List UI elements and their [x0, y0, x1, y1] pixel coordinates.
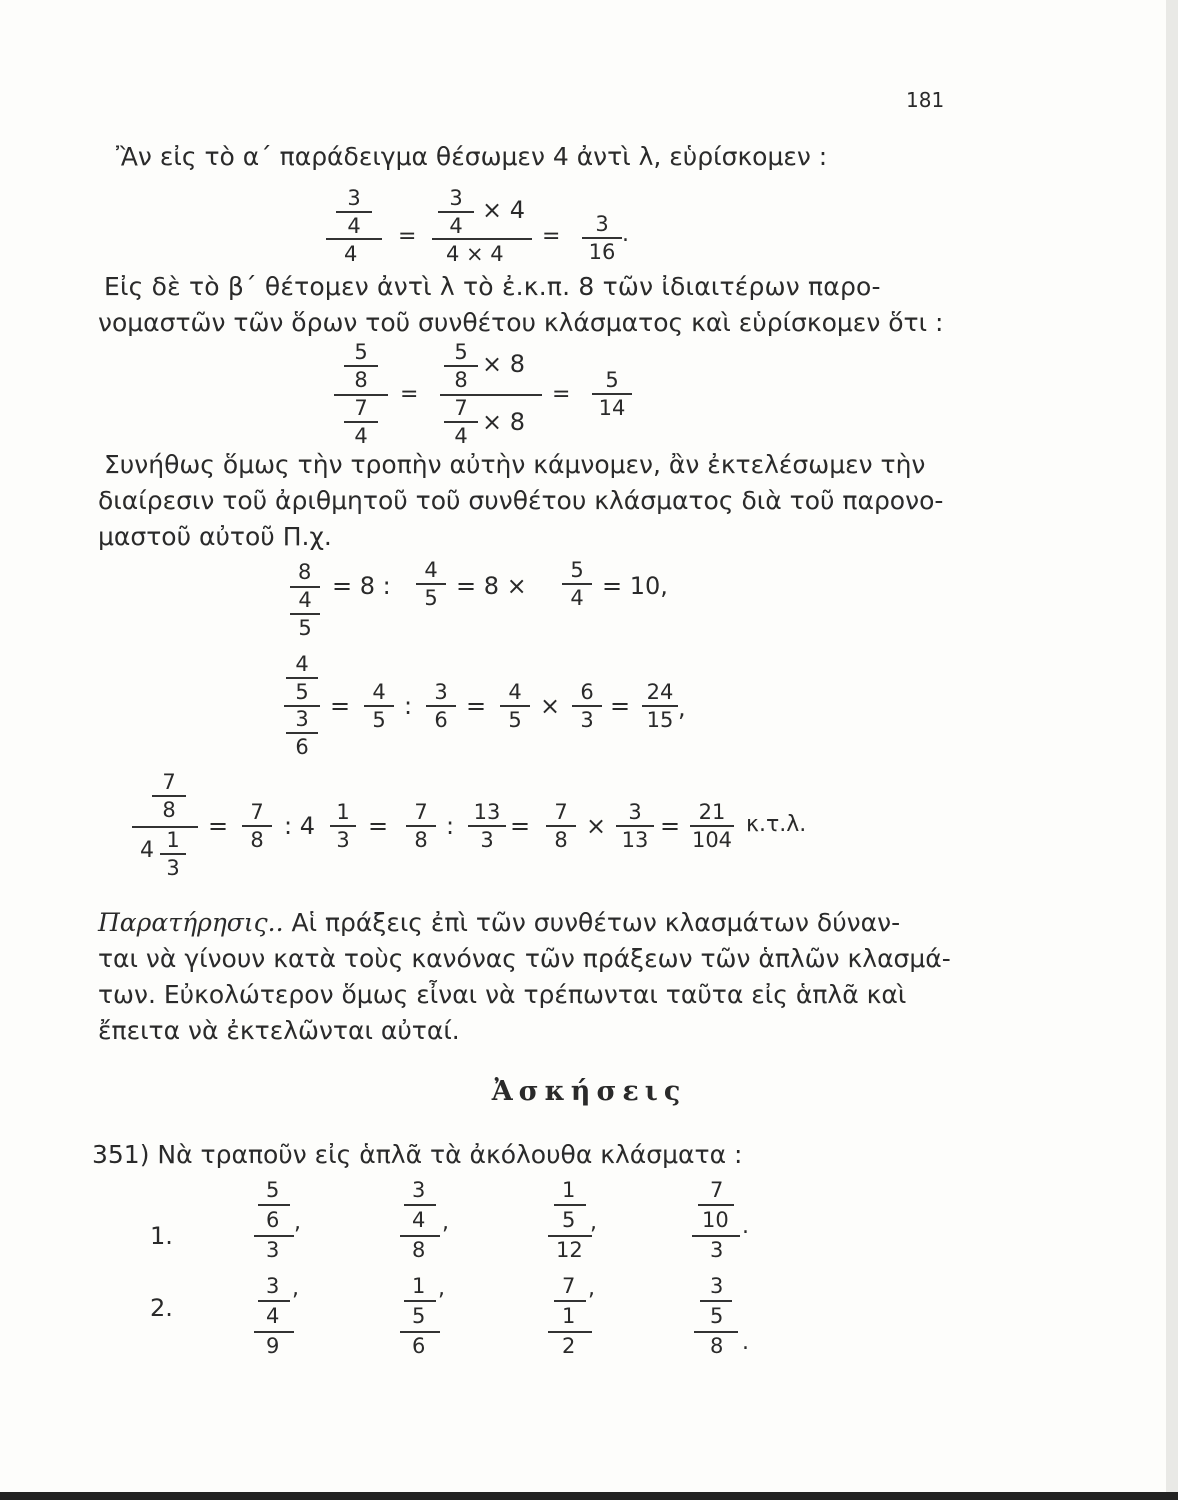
eq4-equals-3: =	[610, 692, 631, 720]
eq2-equals-1: =	[400, 382, 419, 407]
eq2-top-fraction-b: 5 8	[444, 340, 478, 392]
eq4-top-fraction: 4 5	[286, 652, 318, 704]
eq5-fraction-3: 7 8	[406, 800, 436, 852]
eq1-result: 3 16	[582, 212, 622, 264]
page-number: 181	[906, 88, 945, 112]
remark-line-1	[98, 908, 900, 937]
paragraph-3-line-2: διαίρεσιν τοῦ ἀριθμητοῦ τοῦ συνθέτου κλάσματος διὰ τοῦ παρονο-	[98, 486, 944, 515]
eq3-denominator-fraction: 4 5	[290, 588, 320, 640]
eq4-equals-1: =	[330, 692, 351, 720]
eq4-equals-2: =	[466, 692, 487, 720]
exercise-351-title: 351) Νὰ τραποῦν εἰς ἁπλᾶ τὰ ἀκόλουθα κλάσματα :	[92, 1140, 743, 1169]
eq5-colon: :	[446, 812, 455, 840]
eq5-fraction-5: 7 8	[546, 800, 576, 852]
eq3-part-3: = 10,	[602, 572, 668, 600]
eq5-fraction-4: 13 3	[468, 800, 506, 852]
eq1-inner-fraction-b: 3 4	[438, 186, 474, 238]
paragraph-2-line-2: νομαστῶν τῶν ὅρων τοῦ συνθέτου κλάσματος καὶ εὑρίσκομεν ὅτι :	[98, 308, 944, 337]
eq5-equals-2: =	[368, 812, 389, 840]
eq4-result: 24 15	[642, 680, 678, 732]
eq5-times: ×	[586, 812, 607, 840]
eq5-equals-3: =	[510, 812, 531, 840]
remark-line-3: των. Εὐκολώτερον ὅμως εἶναι νὰ τρέπωνται ταῦτα εἰς ἁπλᾶ καὶ	[98, 980, 907, 1009]
eq5-fraction-6: 3 13	[616, 800, 654, 852]
paragraph-1: Ἂν εἰς τὸ α΄ παράδειγμα θέσωμεν 4 ἀντὶ λ, εὑρίσκομεν :	[116, 142, 828, 171]
eq2-result: 5 14	[592, 368, 632, 420]
eq5-result: 21 104	[691, 800, 733, 852]
eq3-fraction-2: 5 4	[562, 558, 592, 610]
page: 181 Ἂν εἰς τὸ α΄ παράδειγμα θέσωμεν 4 ἀντὶ λ, εὑρίσκομεν : 3 4 4 = 3 4 × 4 4 × 4 = 3 16 . Εἰς δὲ τὸ β΄ θέτομεν ἀντὶ λ τὸ ἐ.κ.π. 8 τῶν ἰδιαιτέρων παρο- νομαστῶν τῶν ὅρων τοῦ συνθέτου κλάσματος καὶ εὑρίσκομεν ὅτι : 5 8 7 4 = 5 8 × 8 7 4 × 8 = 5 14 Συνήθως ὅμως τὴν τροπὴν αὐτὴν κάμνομεν, ἂν ἐκτελέσωμεν τὴν διαίρεσιν τοῦ ἀριθμητοῦ τοῦ συνθέτου κλάσματος διὰ τοῦ παρονο- μαστοῦ αὐτοῦ Π.χ. 8 4 5 = 8 : 4 5 = 8 × 5 4 = 10, 4 5 3 6 = 4 5 : 3 6 = 4 5 × 6 3 = 24 15 , 7 8 4 1 3 = 7 8 : 4 1 3 = 7 8 : 13 3 = 7 8 × 3 13 = 21 104 κ.τ.λ. Παρατήρησις.. Αἱ πράξεις ἐπὶ τῶν συνθέτων κλασμάτων δύναν- ται νὰ γίνουν κατὰ τοὺς κανόνας τῶν πράξεων τῶν ἁπλῶν κλασμά- των. Εὐκολώτερον ὅμως εἶναι νὰ τρέπωνται ταῦτα εἰς ἁπλᾶ καὶ ἔπειτα νὰ ἐκτελῶνται αὐταί. Ἀσκήσεις 351) Νὰ τραποῦν εἰς ἁπλᾶ τὰ ἀκόλουθα κλάσματα : 1. 5 6 3 , 3 4 8 , 1 5 12 , 7 10 3 . 2. 3 4 9 , 1 5 6 , 7 1 2 , 3 5 8 .	[0, 0, 1178, 1500]
paragraph-3-line-3: μαστοῦ αὐτοῦ Π.χ.	[98, 522, 332, 551]
eq4-fraction-2: 3 6	[426, 680, 456, 732]
eq4-fraction-4: 6 3	[572, 680, 602, 732]
eq4-colon: :	[404, 692, 413, 720]
row-1-label: 1.	[150, 1222, 173, 1250]
eq5-top-fraction: 7 8	[152, 770, 186, 822]
eq5-whole-number: 4	[140, 838, 154, 863]
eq2-times-bottom: × 8	[482, 408, 526, 436]
scan-bottom-border	[0, 1492, 1178, 1500]
eq3-part-2: = 8 ×	[456, 572, 527, 600]
remark-label: Παρατήρησις..	[98, 908, 284, 937]
exercises-heading: Ἀσκήσεις	[491, 1076, 687, 1107]
remark-line-4: ἔπειτα νὰ ἐκτελῶνται αὐταί.	[98, 1016, 460, 1045]
eq4-fraction-1: 4 5	[364, 680, 394, 732]
eq1-times-4: × 4	[482, 196, 526, 224]
remark-line-2: ται νὰ γίνουν κατὰ τοὺς κανόνας τῶν πράξεων τῶν ἁπλῶν κλασμά-	[98, 944, 951, 973]
eq4-comma: ,	[678, 694, 686, 722]
eq2-equals-2: =	[552, 382, 571, 407]
eq1-inner-fraction-a: 3 4	[336, 186, 372, 238]
remark-line-1-text: Αἱ πράξεις ἐπὶ τῶν συνθέτων κλασμάτων δύναν-	[291, 908, 901, 937]
eq5-equals-4: =	[660, 812, 681, 840]
eq4-times: ×	[540, 692, 561, 720]
eq5-colon-4: : 4	[284, 812, 315, 840]
paragraph-2-line-1: Εἰς δὲ τὸ β΄ θέτομεν ἀντὶ λ τὸ ἐ.κ.π. 8 τῶν ἰδιαιτέρων παρο-	[104, 272, 881, 301]
eq5-equals-1: =	[208, 812, 229, 840]
eq5-ktl: κ.τ.λ.	[746, 812, 807, 837]
eq3-part-1: = 8 :	[332, 572, 391, 600]
eq3-fraction-1: 4 5	[416, 558, 446, 610]
eq5-fraction-2: 1 3	[330, 800, 356, 852]
eq4-fraction-3: 4 5	[500, 680, 530, 732]
eq1-den-b: 4 × 4	[446, 242, 504, 266]
eq5-bottom-fraction: 1 3	[160, 828, 186, 880]
eq1-period: .	[622, 222, 629, 247]
eq1-den-a: 4	[344, 242, 358, 266]
eq2-top-fraction-a: 5 8	[344, 340, 378, 392]
eq2-bottom-fraction-a: 7 4	[344, 396, 378, 448]
eq4-bottom-fraction: 3 6	[286, 707, 318, 759]
paragraph-3-line-1: Συνήθως ὅμως τὴν τροπὴν αὐτὴν κάμνομεν, ἂν ἐκτελέσωμεν τὴν	[104, 450, 926, 479]
row-2-label: 2.	[150, 1294, 173, 1322]
eq2-times-top: × 8	[482, 350, 526, 378]
eq3-numerator: 8	[298, 560, 312, 584]
eq1-main-bar-b	[432, 238, 532, 240]
eq2-bottom-fraction-b: 7 4	[444, 396, 478, 448]
eq5-fraction-1: 7 8	[242, 800, 272, 852]
eq1-equals-2: =	[542, 224, 561, 249]
eq1-main-bar-a	[326, 238, 382, 240]
page-edge-shadow	[1166, 0, 1178, 1500]
eq1-equals-1: =	[398, 224, 417, 249]
